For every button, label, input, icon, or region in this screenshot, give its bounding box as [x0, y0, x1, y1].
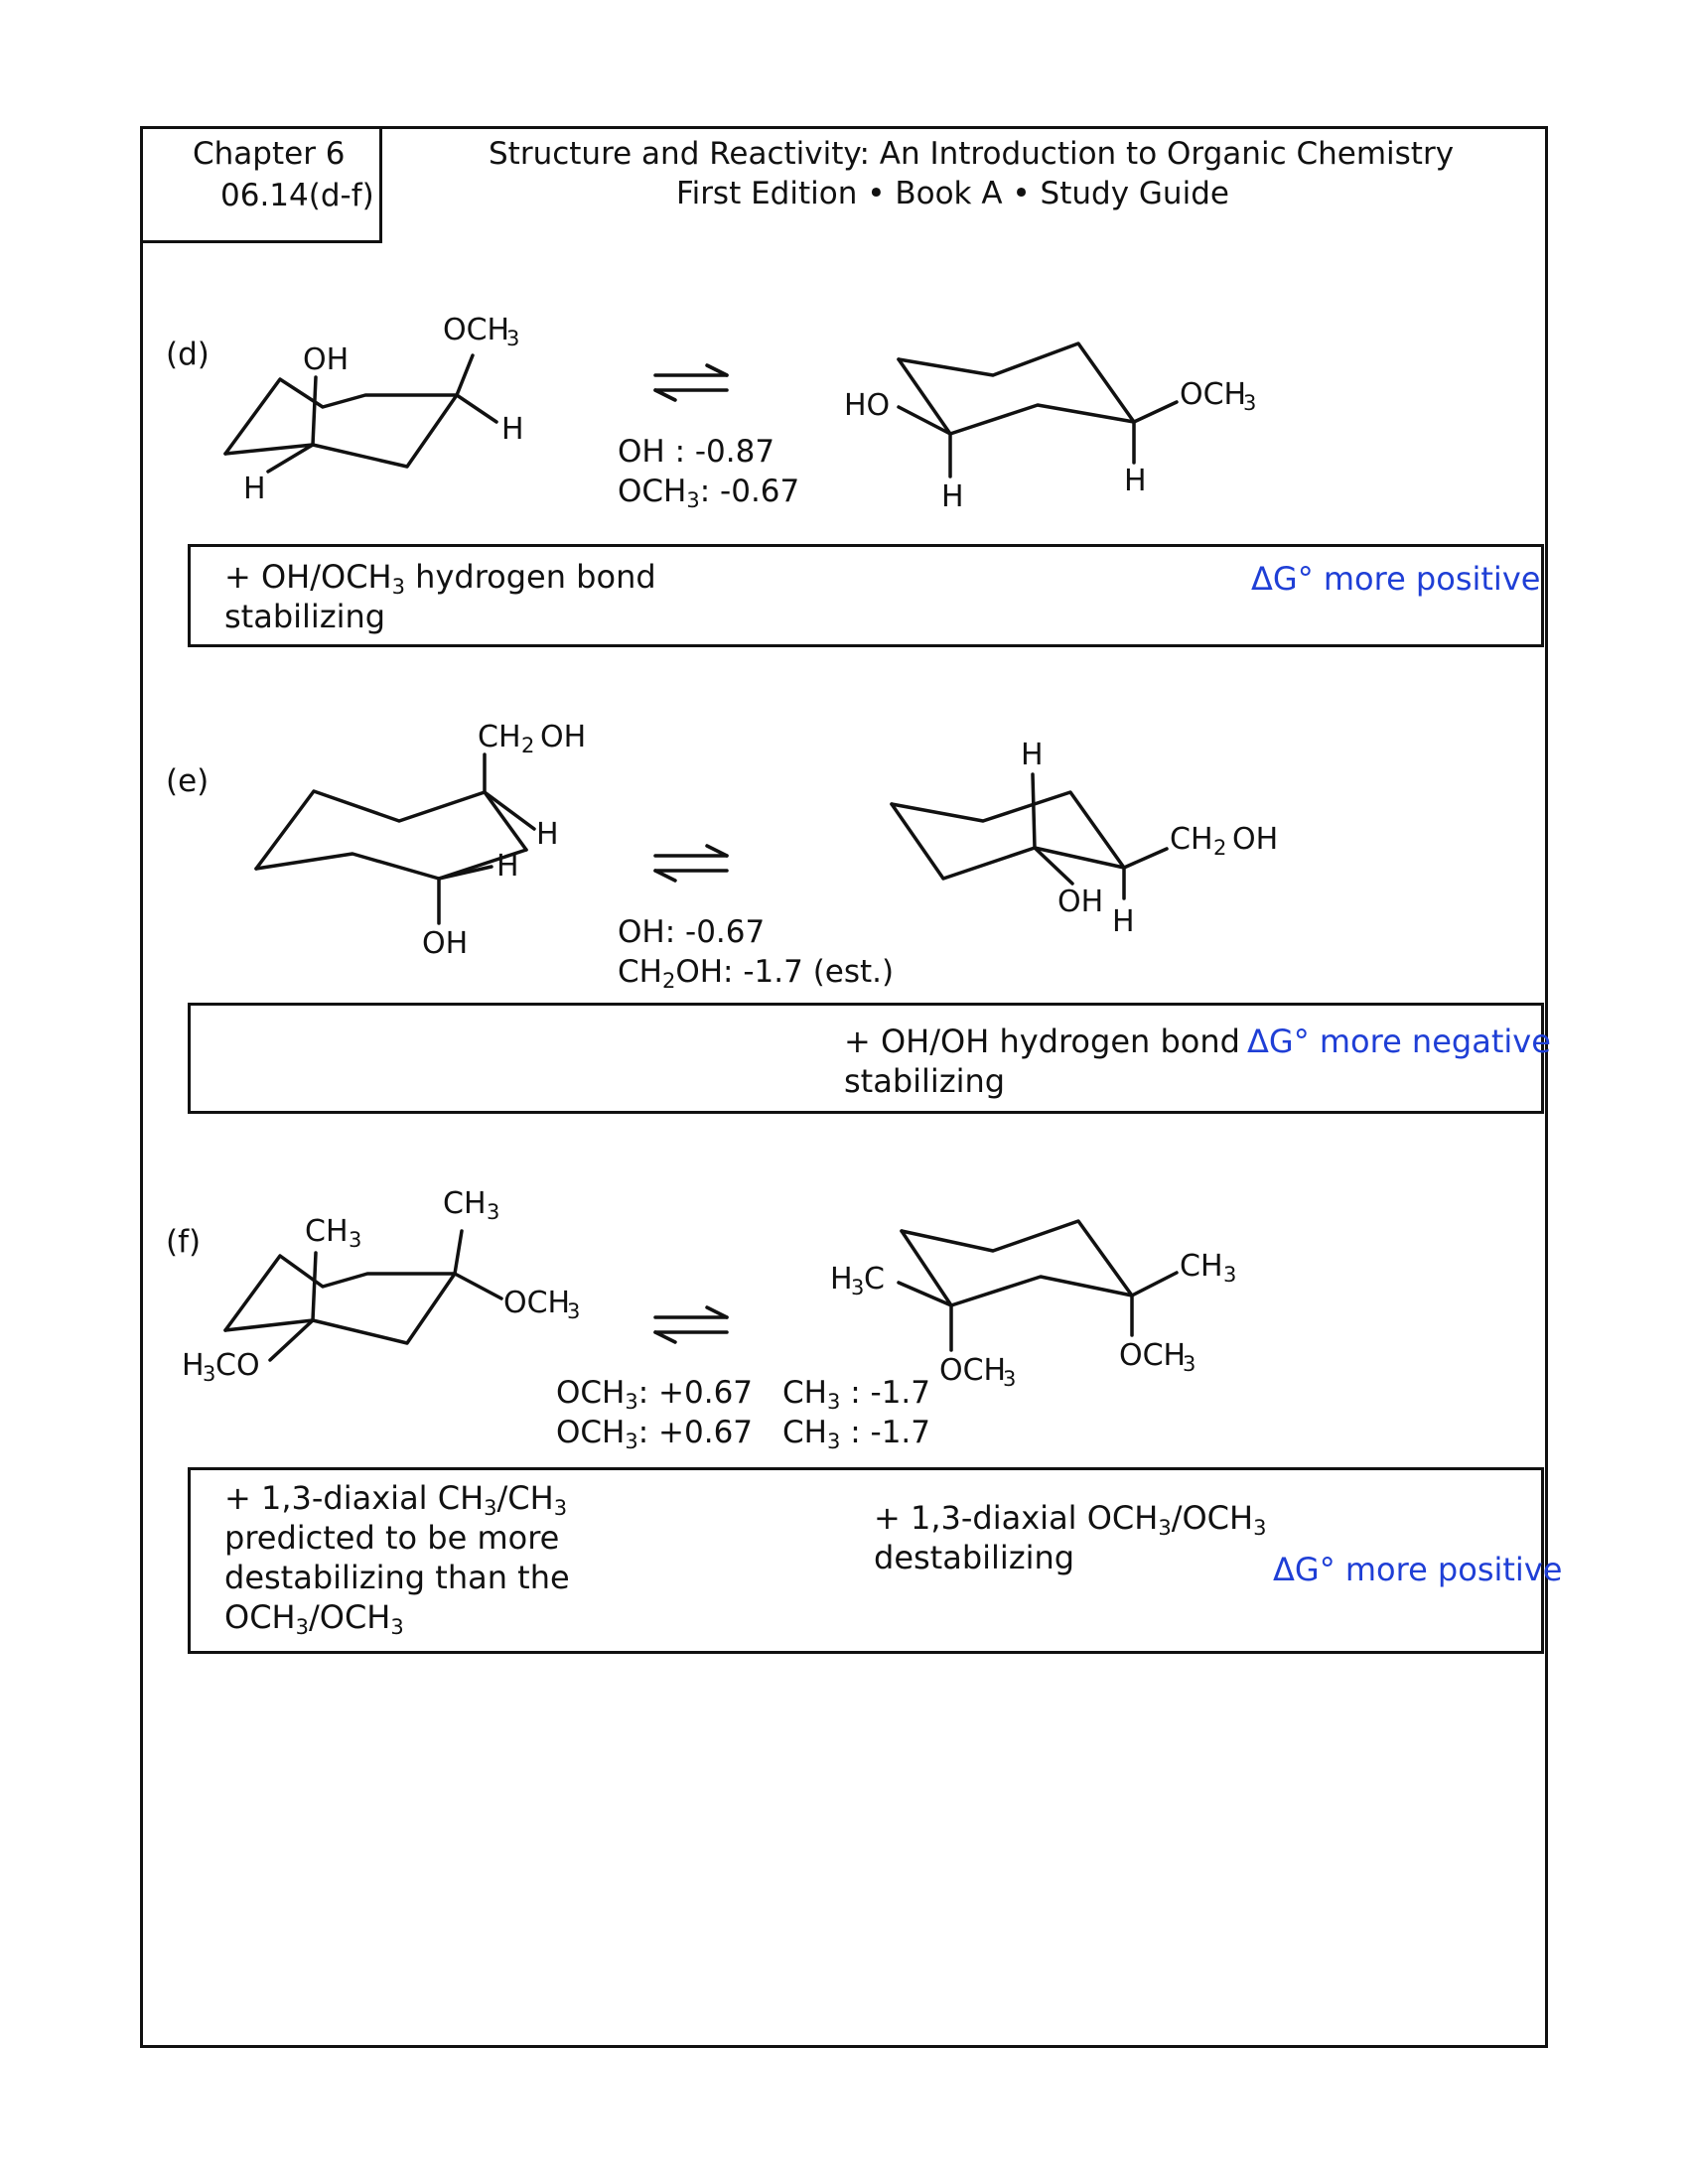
part-e-energy-ch2oh: $CH_2OH$: -1.7 (est.)	[618, 954, 895, 993]
part-e-right-ch2oh: CH	[1170, 822, 1213, 857]
part-f-right-ch3: CH	[1180, 1249, 1223, 1284]
part-f-note-left: + 1,3-diaxial $CH_3/CH_3$ predicted to be more destabilizing than the $OCH_3/OCH_3$	[224, 1479, 570, 1639]
part-e-left-h2: H	[496, 849, 519, 884]
part-d-delta-g: ΔG° more positive	[1251, 560, 1541, 598]
part-f-note-mid: + 1,3-diaxial $OCH_3/OCH_3$ destabilizing	[874, 1499, 1267, 1576]
part-d-note: + $OH/OCH_3$ hydrogen bond stabilizing	[224, 558, 656, 635]
svg-text:OH: OH	[1232, 822, 1279, 857]
part-f-left-och3: OCH	[503, 1286, 571, 1320]
part-d-left-h: H	[243, 472, 266, 506]
svg-text:3: 3	[506, 327, 520, 350]
chapter-label: Chapter 6	[193, 136, 346, 172]
svg-text:2: 2	[521, 734, 535, 757]
part-d-right-h2: H	[1124, 464, 1147, 498]
part-e-note: + OH/OH hydrogen bond stabilizing	[844, 1023, 1240, 1100]
part-f-left-ch3-axial: CH	[305, 1214, 349, 1249]
svg-text:3: 3	[349, 1228, 362, 1252]
part-f-left-h3co: H	[182, 1348, 205, 1383]
svg-text:3: 3	[567, 1299, 581, 1323]
svg-text:3: 3	[1243, 391, 1257, 415]
part-d-label: (d)	[166, 337, 210, 372]
part-f-label: (f)	[166, 1224, 202, 1260]
part-d-right-och3: OCH	[1180, 377, 1247, 412]
part-f-energy-line2: $OCH_3$: +0.67 $CH_3$ : -1.7	[556, 1415, 931, 1453]
part-f-right-och3-1: OCH	[939, 1353, 1007, 1388]
part-e-left-oh: OH	[422, 926, 469, 961]
part-e-delta-g: ΔG° more negative	[1247, 1023, 1551, 1060]
book-subtitle: First Edition • Book A • Study Guide	[676, 176, 1229, 211]
svg-text:3: 3	[851, 1276, 865, 1299]
part-f-right-och3-2: OCH	[1119, 1338, 1187, 1373]
svg-text:OH: OH	[540, 720, 587, 754]
part-f-energy-line1: $OCH_3$: +0.67 $CH_3$ : -1.7	[556, 1375, 931, 1414]
part-f-delta-g: ΔG° more positive	[1273, 1551, 1563, 1588]
part-e-right-h-top: H	[1021, 738, 1044, 772]
part-e-energy-oh: OH: -0.67	[618, 914, 766, 950]
svg-text:CO: CO	[215, 1348, 260, 1383]
svg-text:3: 3	[203, 1362, 216, 1386]
part-d-left-oh: OH	[303, 342, 350, 377]
problem-number: 06.14(d-f)	[220, 178, 374, 213]
svg-text:3: 3	[1183, 1352, 1196, 1376]
part-e-right-oh: OH	[1057, 885, 1104, 919]
part-d-energy-oh: OH : -0.87	[618, 434, 775, 470]
part-d-right-ho: HO	[844, 388, 891, 423]
part-e-left-h1: H	[536, 817, 559, 852]
svg-text:C: C	[864, 1262, 885, 1297]
part-e-left-ch2oh: CH	[478, 720, 521, 754]
part-d-left-h-eq: H	[501, 412, 524, 447]
part-f-note-box	[188, 1467, 1563, 1654]
part-f-left-ring	[225, 1256, 455, 1330]
part-d-right-h1: H	[941, 479, 964, 514]
svg-text:3: 3	[1223, 1263, 1237, 1287]
svg-text:3: 3	[487, 1200, 500, 1224]
svg-text:2: 2	[1213, 836, 1227, 860]
part-e-label: (e)	[166, 763, 210, 799]
part-f-left-ch3-top: CH	[443, 1186, 487, 1221]
part-e-right-h: H	[1112, 904, 1135, 939]
part-f-right-h3c: H	[830, 1262, 853, 1297]
part-d-energy-och3: $OCH_3$: -0.67	[618, 474, 800, 512]
svg-text:3: 3	[1003, 1367, 1017, 1391]
book-title: Structure and Reactivity: An Introduction to Organic Chemistry	[489, 136, 1455, 172]
part-d-left-och3: OCH	[443, 313, 510, 347]
